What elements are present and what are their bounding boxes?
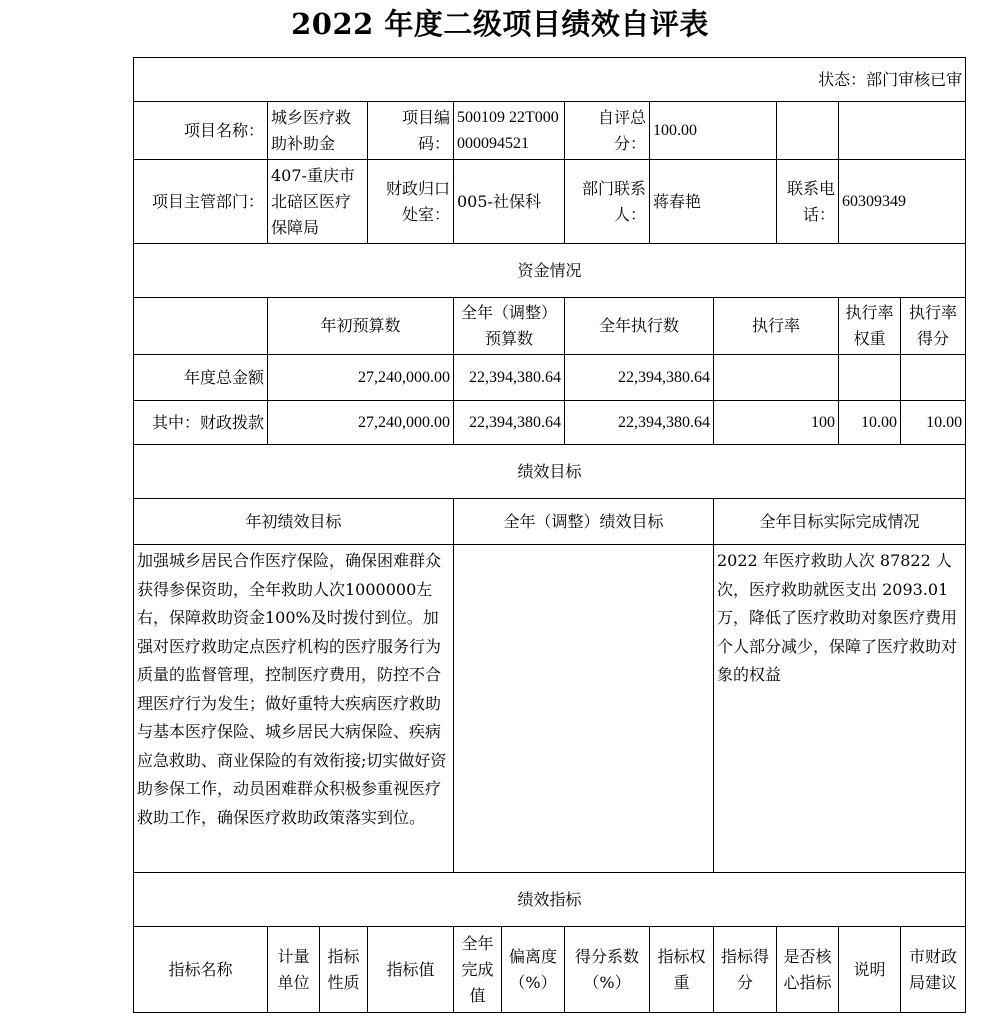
indicator-header-completed: 全年完成值: [454, 927, 502, 1013]
empty-cell: [839, 102, 966, 160]
phone-value: 60309349: [839, 160, 966, 244]
funds-header-initial: 年初预算数: [268, 298, 454, 355]
funds-rate: 100: [714, 401, 839, 445]
goals-header-actual: 全年目标实际完成情况: [714, 499, 966, 545]
finance-office-value: 005-社保科: [454, 160, 565, 244]
funds-header-rate: 执行率: [714, 298, 839, 355]
project-name-value: 城乡医疗救助补助金: [268, 102, 368, 160]
indicator-header-weight: 指标权重: [650, 927, 714, 1013]
funds-row-label: 年度总金额: [134, 355, 268, 401]
funds-executed: 22,394,380.64: [565, 401, 714, 445]
funds-weight: [839, 355, 901, 401]
empty-cell: [777, 102, 839, 160]
goals-header-initial: 年初绩效目标: [134, 499, 454, 545]
funds-header-adjusted: 全年（调整）预算数: [454, 298, 565, 355]
status-text: 状态：部门审核已审: [134, 58, 966, 102]
indicator-header-coefficient: 得分系数（%）: [565, 927, 650, 1013]
evaluation-form: [133, 57, 966, 1013]
funds-score: [901, 355, 966, 401]
indicators-section-title: 绩效指标: [134, 873, 966, 927]
funds-rate: [714, 355, 839, 401]
indicator-header-core: 是否核心指标: [777, 927, 839, 1013]
indicator-header-name: 指标名称: [134, 927, 268, 1013]
contact-value: 蒋春艳: [650, 160, 777, 244]
funds-executed: 22,394,380.64: [565, 355, 714, 401]
dept-label: 项目主管部门：: [134, 160, 268, 244]
funds-header-weight: 执行率权重: [839, 298, 901, 355]
page-title: 2022 年度二级项目绩效自评表: [291, 7, 709, 41]
contact-label: 部门联系人：: [565, 160, 650, 244]
actual-completion-text: 2022 年医疗救助人次 87822 人次，医疗救助就医支出 2093.01 万，降低了医疗救助对象医疗费用个人部分减少，保障了医疗救助对象的权益: [714, 545, 966, 873]
adjusted-goal-text: [454, 545, 714, 873]
dept-value: 407-重庆市北碚区医疗保障局: [268, 160, 368, 244]
funds-row-label: 其中：财政拨款: [134, 401, 268, 445]
project-code-label: 项目编码：: [368, 102, 454, 160]
empty-cell: [134, 298, 268, 355]
table-row: [134, 355, 966, 401]
table-row: [134, 401, 966, 445]
self-score-label: 自评总分：: [565, 102, 650, 160]
phone-label: 联系电话：: [777, 160, 839, 244]
project-code-value: 500109 22T000000094521: [454, 102, 565, 160]
indicator-header-value: 指标值: [368, 927, 454, 1013]
finance-office-label: 财政归口处室：: [368, 160, 454, 244]
funds-header-score: 执行率得分: [901, 298, 966, 355]
indicator-header-nature: 指标性质: [320, 927, 368, 1013]
indicator-header-score: 指标得分: [714, 927, 777, 1013]
indicator-header-suggestion: 市财政局建议: [901, 927, 966, 1013]
funds-score: 10.00: [901, 401, 966, 445]
initial-goal-text: 加强城乡居民合作医疗保险，确保困难群众获得参保资助，全年救助人次1000000左右，保障救助资金100%及时拨付到位。加强对医疗救助定点医疗机构的医疗服务行为质量的监督管理，控制医疗费用，防控不合理医疗行为发生；做好重特大疾病医疗救助与基本医疗保险、城乡居民大病保险、疾病应急救助、商业保险的有效衔接;切实做好资助参保工作，动员困难群众积极参重视医疗救助工作，确保医疗救助政策落实到位。: [134, 545, 454, 873]
self-score-value: 100.00: [650, 102, 777, 160]
indicator-header-note: 说明: [839, 927, 901, 1013]
indicator-header-deviation: 偏离度（%）: [502, 927, 565, 1013]
funds-weight: 10.00: [839, 401, 901, 445]
indicator-header-unit: 计量单位: [268, 927, 320, 1013]
funds-header-executed: 全年执行数: [565, 298, 714, 355]
funds-adjusted: 22,394,380.64: [454, 355, 565, 401]
funds-initial: 27,240,000.00: [268, 355, 454, 401]
goals-section-title: 绩效目标: [134, 445, 966, 499]
project-name-label: 项目名称：: [134, 102, 268, 160]
funds-section-title: 资金情况: [134, 244, 966, 298]
funds-initial: 27,240,000.00: [268, 401, 454, 445]
funds-adjusted: 22,394,380.64: [454, 401, 565, 445]
goals-header-adjusted: 全年（调整）绩效目标: [454, 499, 714, 545]
